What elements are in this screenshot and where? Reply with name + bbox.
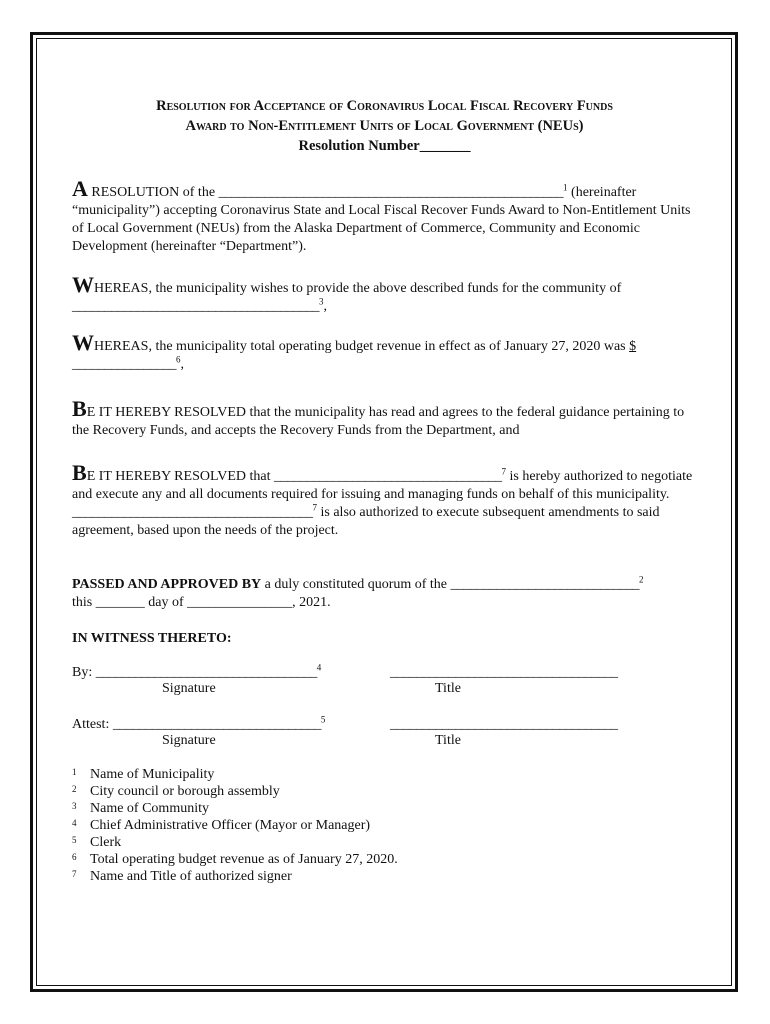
footnote-ref: 5 — [320, 714, 326, 725]
resolved2-text: E IT HEREBY RESOLVED that — [86, 469, 274, 484]
attest-signature-row — [72, 716, 697, 734]
by-signature-row — [72, 664, 697, 682]
date-line: this _______ day of _______________, 2021. — [72, 595, 331, 610]
passed-text: a duly constituted quorum of the — [261, 577, 451, 592]
resolved2-text: is also authorized to execute subsequent amendments to said agreement, based upon the needs of the project. — [72, 505, 660, 538]
community-blank: ______________________________________ — [72, 299, 319, 314]
footnote-text: City council or borough assembly — [90, 784, 280, 799]
footnote-text: Name of Municipality — [90, 767, 215, 782]
footnote-ref: 3 — [319, 296, 324, 307]
attest-label: Attest: — [72, 717, 113, 732]
footnote-item — [72, 851, 572, 868]
footnote-text: Total operating budget revenue as of January 27, 2020. — [90, 852, 398, 867]
assembly-blank: _____________________________ — [450, 577, 640, 592]
by-title-line: ___________________________________ — [390, 665, 618, 680]
budget-blank: ________________ — [72, 357, 176, 372]
attest-title-label: Title — [435, 733, 461, 748]
footnote-ref: 1 — [563, 182, 568, 193]
resolved-paragraph-1 — [72, 396, 697, 440]
intro-lead: RESOLUTION of the — [87, 185, 219, 200]
drop-cap: W — [72, 272, 94, 297]
resolution-number: Resolution Number_______ — [298, 138, 471, 154]
passed-approved-paragraph — [72, 576, 697, 612]
title-line-2: Award to Non-Entitlement Units of Local Government (NEUs) — [185, 118, 584, 134]
municipality-blank: _____________________________________________________ — [218, 185, 564, 200]
footnote-text: Name and Title of authorized signer — [90, 869, 292, 884]
attest-signature-line: ________________________________ — [112, 717, 321, 732]
footnote-number: 6 — [72, 852, 77, 862]
drop-cap: B — [72, 460, 87, 485]
drop-cap: W — [72, 330, 94, 355]
punctuation: , — [180, 357, 184, 372]
document-title — [72, 96, 697, 156]
footnote-item — [72, 783, 572, 800]
punctuation: , — [323, 299, 327, 314]
footnote-number: 2 — [72, 784, 77, 794]
whereas2-text: HEREAS, the municipality total operating budget revenue in effect as of January 27, 2020 was — [94, 339, 630, 354]
attest-title-line: ___________________________________ — [390, 717, 618, 732]
footnote-ref: 7 — [501, 466, 506, 477]
by-signature-label: Signature — [162, 681, 216, 696]
whereas1-text: HEREAS, the municipality wishes to provide the above described funds for the community of — [94, 281, 622, 296]
footnote-item — [72, 766, 572, 783]
resolved1-text: E IT HEREBY RESOLVED that the municipality has read and agrees to the federal guidance pertaining to the Recovery Funds, and accepts the Recovery Funds from the Department, and — [72, 405, 685, 438]
footnote-number: 4 — [72, 818, 77, 828]
by-label: By: — [72, 665, 96, 680]
by-title-label: Title — [435, 681, 461, 696]
intro-paragraph — [72, 176, 697, 256]
authorized-signer-blank: _____________________________________ — [72, 505, 313, 520]
footnote-item — [72, 834, 572, 851]
intro-body: (hereinafter “municipality”) accepting Coronavirus State and Local Fiscal Recover Funds Award to Non-Entitlement Units of Local Government (NEUs) from the Alaska Department of Commerce, Community and Economic Development (hereinafter “Department”). — [72, 185, 691, 254]
passed-heading: PASSED AND APPROVED BY — [72, 577, 262, 592]
footnote-ref: 2 — [639, 574, 644, 585]
drop-cap: A — [72, 176, 88, 201]
drop-cap: B — [72, 396, 87, 421]
footnote-text: Name of Community — [90, 801, 209, 816]
title-line-1: Resolution for Acceptance of Coronavirus Local Fiscal Recovery Funds — [156, 98, 613, 114]
whereas-paragraph-1 — [72, 272, 697, 316]
footnote-ref: 7 — [312, 502, 317, 513]
whereas-paragraph-2 — [72, 330, 697, 374]
footnote-item — [72, 817, 572, 834]
witness-heading: IN WITNESS THERETO: — [72, 631, 232, 646]
footnote-number: 5 — [72, 835, 77, 845]
attest-signature-label: Signature — [162, 733, 216, 748]
resolved2-text: is hereby authorized to negotiate and execute any and all documents required for issuing and managing funds on behalf of this municipality. — [72, 469, 693, 502]
authorized-signer-blank: ___________________________________ — [274, 469, 502, 484]
footnote-number: 3 — [72, 801, 77, 811]
footnote-text: Clerk — [90, 835, 122, 850]
footnote-item — [72, 800, 572, 817]
footnote-number: 7 — [72, 869, 77, 879]
footnote-text: Chief Administrative Officer (Mayor or Manager) — [90, 818, 371, 833]
footnotes — [72, 766, 572, 885]
resolved-paragraph-2 — [72, 460, 697, 540]
footnote-item — [72, 868, 572, 885]
footnote-number: 1 — [72, 767, 77, 777]
by-signature-line: __________________________________ — [95, 665, 317, 680]
footnote-ref: 6 — [176, 354, 181, 365]
footnote-ref: 4 — [316, 662, 322, 673]
dollar-sign: $ — [629, 339, 637, 354]
